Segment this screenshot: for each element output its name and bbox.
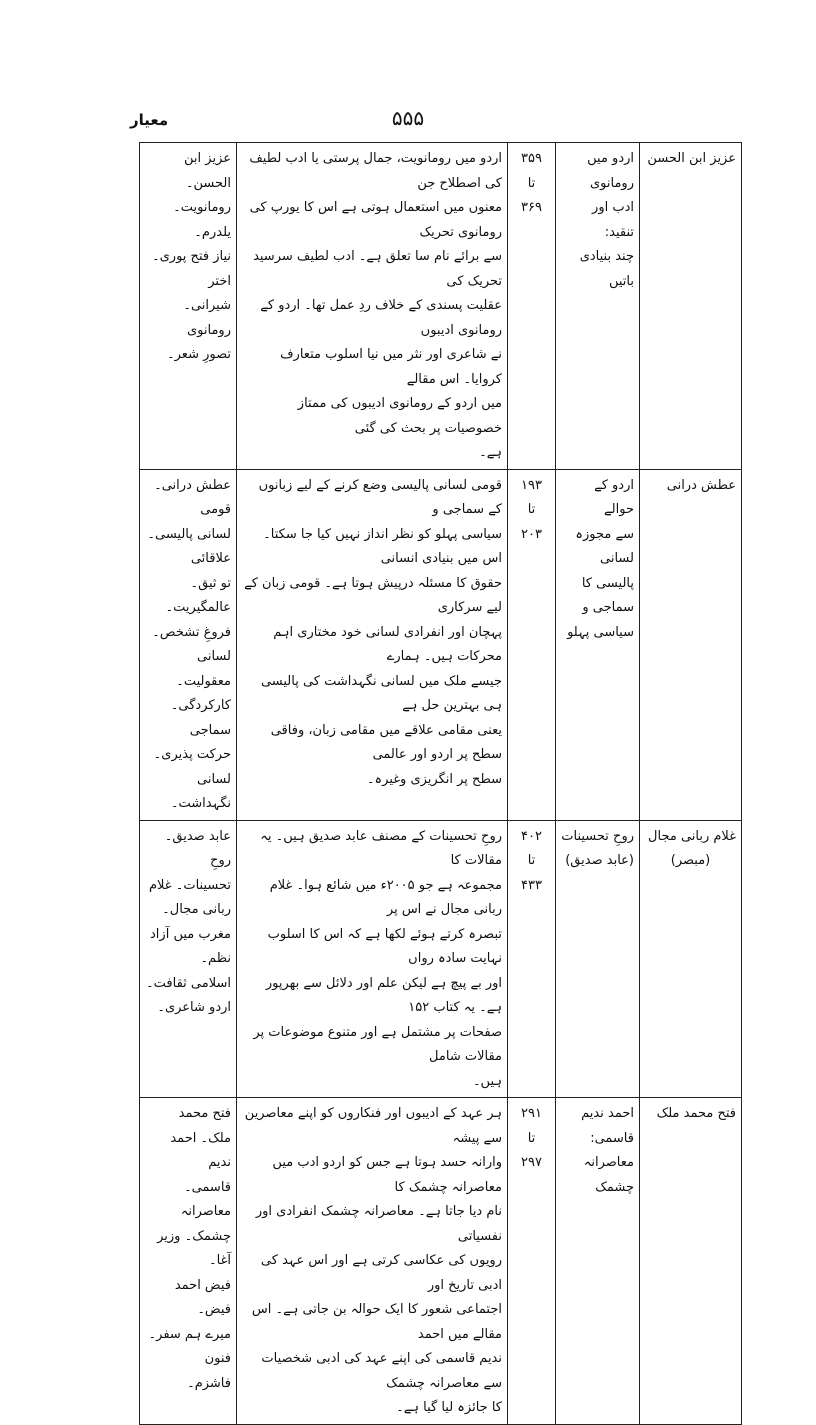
author-cell: [640, 143, 742, 470]
pages-cell: [508, 1098, 556, 1425]
keyword-line: چشمک۔ وزیر آغا۔: [157, 1228, 231, 1268]
keyword-line: عزیز ابن الحسن۔: [184, 151, 231, 191]
page-start: ۳۵۹: [521, 151, 542, 166]
abstract-line: سے برائے نام سا تعلق ہے۔ ادب لطیف سرسید تحریک کی: [253, 249, 502, 289]
pages-cell: [508, 143, 556, 470]
abstract-line: ہیں۔: [472, 1073, 502, 1089]
author-cell: [640, 469, 742, 820]
abstract-line: سطح پر انگریزی وغیرہ۔: [366, 771, 502, 787]
abstract-line: مجموعہ ہے جو ۲۰۰۵ء میں شائع ہوا۔ غلام ربانی مجال نے اس پر: [269, 877, 502, 917]
keyword-line: فاشزم۔: [187, 1375, 231, 1391]
abstract-line: ہے۔: [479, 445, 502, 460]
abstract-line: میں اردو کے رومانوی ادیبوں کی ممتاز خصوصیات پر بحث کی گئی: [297, 396, 502, 436]
keyword-line: تصورِ شعر۔: [167, 347, 231, 362]
author-name: عزیز ابن الحسن: [647, 151, 736, 166]
abstract-cell: [237, 1098, 508, 1425]
page-to: تا: [527, 175, 536, 191]
abstract-line: معنوں میں استعمال ہوتی ہے اس کا یورپ کی رومانوی تحریک: [249, 200, 502, 240]
keyword-line: لسانی پالیسی۔ علاقائی: [147, 526, 231, 566]
page-to: تا: [527, 853, 536, 868]
abstract-line: سیاسی پہلو کو نظر انداز نہیں کیا جا سکتا۔ اس میں بنیادی انسانی: [263, 526, 502, 566]
keywords-cell: [140, 1098, 237, 1425]
title-line: پالیسی کا سماجی و: [581, 575, 634, 615]
keyword-line: اسلامی ثقافت۔: [146, 975, 231, 991]
title-line: احمد ندیم قاسمی:: [581, 1106, 634, 1146]
abstract-line: نام دیا جاتا ہے۔ معاصرانہ چشمک انفرادی اور نفسیاتی: [255, 1204, 502, 1244]
keyword-line: قاسمی۔ معاصرانہ: [180, 1179, 231, 1219]
title-line: سیاسی پہلو: [567, 624, 634, 640]
index-table-body: [140, 143, 742, 1425]
table-row: [140, 469, 742, 820]
keyword-line: مغرب میں آزاد نظم۔: [150, 926, 231, 966]
keyword-line: تو ثیق۔ عالمگیریت۔: [165, 575, 231, 615]
title-line: سے مجوزہ لسانی: [575, 526, 634, 566]
abstract-line: رویوں کی عکاسی کرتی ہے اور اس عہد کی ادبی تاریخ اور: [260, 1253, 502, 1293]
title-cell: [556, 1098, 640, 1425]
abstract-line: حقوق کا مسئلہ درپیش ہوتا ہے۔ قومی زبان کے لیے سرکاری: [244, 575, 502, 615]
pages-cell: [508, 469, 556, 820]
page-number: ۵۵۵: [391, 106, 425, 130]
page-start: ۲۹۱: [521, 1106, 542, 1121]
title-line: (عابد صدیق): [565, 853, 634, 868]
abstract-line: اور بے پیچ ہے لیکن علم اور دلائل سے بھرپور ہے۔ یہ کتاب ۱۵۲: [265, 975, 502, 1015]
keyword-line: عطش درانی۔ قومی: [154, 477, 231, 517]
keywords-cell: [140, 143, 237, 470]
index-table: [139, 142, 742, 1425]
abstract-line: ندیم قاسمی کی اپنے عہد کی ادبی شخصیات سے معاصرانہ چشمک: [261, 1351, 502, 1391]
abstract-line: صفحات پر مشتمل ہے اور متنوع موضوعات پر مقالات شامل: [253, 1024, 502, 1064]
abstract-line: وارانہ حسد ہوتا ہے جس کو اردو ادب میں معاصرانہ چشمک کا: [272, 1155, 502, 1195]
abstract-line: قومی لسانی پالیسی وضع کرنے کے لیے زبانوں کے سماجی و: [258, 477, 502, 517]
keyword-line: فیض احمد فیض۔: [174, 1277, 231, 1317]
keyword-line: تحسینات۔ غلام: [148, 877, 231, 893]
title-line: روحِ تحسینات: [561, 828, 634, 844]
abstract-line: ہر عہد کے ادیبوں اور فنکاروں کو اپنے معاصرین سے پیشہ: [244, 1106, 502, 1146]
abstract-line: جیسے ملک میں لسانی نگہداشت کی پالیسی ہی بہترین حل ہے: [260, 673, 502, 713]
abstract-line: روحِ تحسینات کے مصنف عابد صدیق ہیں۔ یہ مقالات کا: [260, 828, 502, 868]
title-cell: [556, 469, 640, 820]
author-name: غلام ربانی مجال: [648, 828, 736, 844]
author-note: (مبصر): [670, 853, 711, 868]
abstract-line: نے شاعری اور نثر میں نیا اسلوب متعارف کروایا۔ اس مقالے: [280, 347, 502, 387]
abstract-line: یعنی مقامی علاقے میں مقامی زبان، وفاقی سطح پر اردو اور عالمی: [270, 722, 502, 762]
page-to: تا: [527, 502, 536, 517]
keyword-line: فروغِ تشخص۔ لسانی: [152, 624, 231, 664]
keyword-line: شیرانی۔ رومانوی: [183, 298, 231, 338]
abstract-line: اردو میں رومانویت، جمال پرستی یا ادب لطیف کی اصطلاح جن: [249, 151, 502, 191]
abstract-cell: [237, 143, 508, 470]
journal-name: معیار: [130, 111, 169, 129]
keyword-line: حرکت پذیری۔ لسانی: [153, 747, 231, 787]
page-to: تا: [527, 1130, 536, 1146]
keyword-line: میرے ہم سفر۔ فنون: [148, 1326, 231, 1366]
title-line: اردو کے حوالے: [594, 477, 634, 517]
title-cell: [556, 143, 640, 470]
abstract-line: عقلیت پسندی کے خلاف ردِ عمل تھا۔ اردو کے رومانوی ادیبوں: [260, 298, 502, 338]
title-line: معاصرانہ چشمک: [583, 1155, 634, 1195]
title-line: چند بنیادی باتیں: [579, 249, 634, 289]
page-end: ۲۰۳: [521, 526, 542, 542]
keyword-line: معقولیت۔ کارکردگی۔ سماجی: [170, 673, 231, 738]
abstract-line: اجتماعی شعور کا ایک حوالہ بن جاتی ہے۔ اس مقالے میں احمد: [251, 1302, 502, 1342]
abstract-line: پہچان اور انفرادی لسانی خود مختاری اہم محرکات ہیں۔ ہمارے: [273, 624, 502, 664]
abstract-line: تبصرہ کرتے ہوئے لکھا ہے کہ اس کا اسلوب نہایت سادہ رواں: [267, 926, 502, 966]
title-line: اردو میں رومانوی: [587, 151, 634, 191]
abstract-cell: [237, 469, 508, 820]
abstract-line: کا جائزہ لیا گیا ہے۔: [396, 1400, 502, 1415]
table-row: [140, 143, 742, 470]
author-name: فتح محمد ملک: [656, 1106, 736, 1121]
keyword-line: اردو شاعری۔: [157, 1000, 231, 1015]
keyword-line: نگہداشت۔: [170, 796, 231, 811]
table-row: [140, 1098, 742, 1425]
keyword-line: عابد صدیق۔ روحِ: [164, 828, 231, 868]
page-start: ۴۰۲: [521, 828, 542, 844]
keywords-cell: [140, 469, 237, 820]
page-end: ۳۶۹: [521, 200, 542, 215]
author-cell: [640, 1098, 742, 1425]
title-line: ادب اور تنقید:: [592, 200, 634, 240]
keyword-line: رومانویت۔ یلدرم۔: [173, 200, 231, 240]
page-end: ۲۹۷: [521, 1155, 542, 1170]
author-name: عطش درانی: [666, 477, 736, 493]
page-end: ۴۳۳: [521, 877, 542, 893]
keyword-line: فتح محمد ملک۔ احمد ندیم: [170, 1106, 231, 1170]
keyword-line: نیاز فتح پوری۔ اختر: [152, 249, 231, 289]
keyword-line: ربانی مجال۔: [162, 902, 231, 917]
page-start: ۱۹۳: [521, 477, 542, 493]
